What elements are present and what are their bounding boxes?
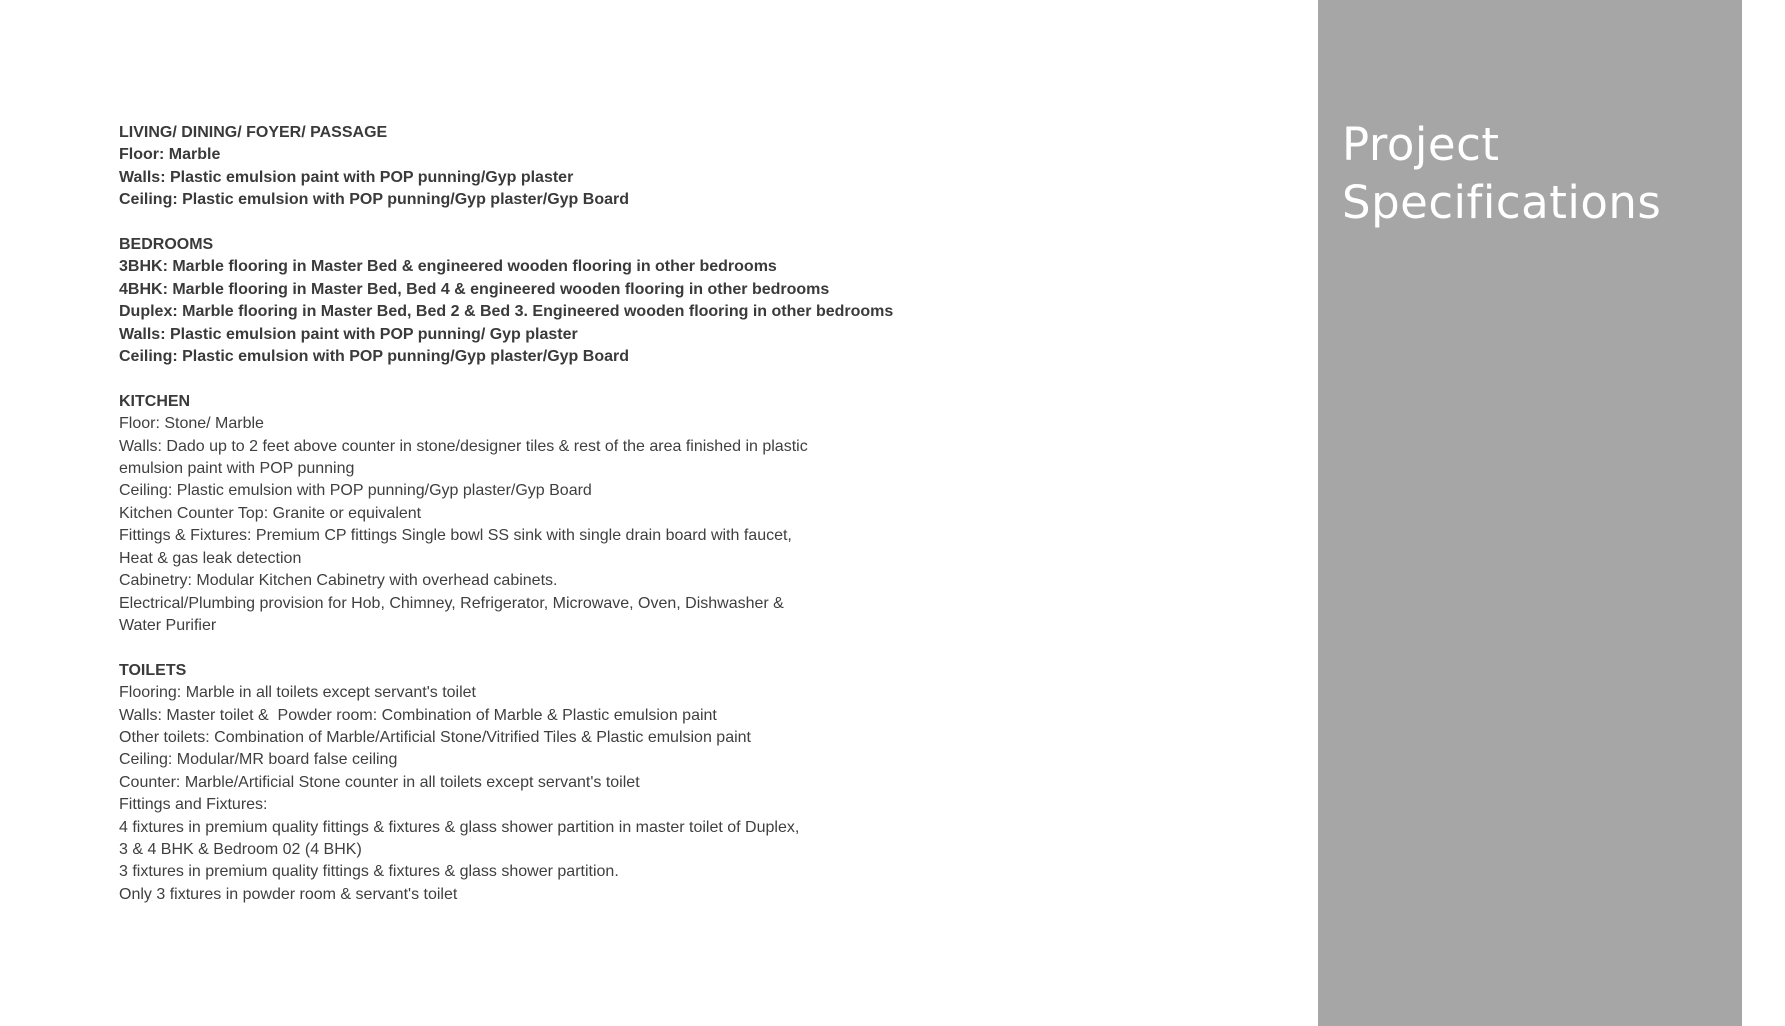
bedrooms-line: Duplex: Marble flooring in Master Bed, Bed 2 & Bed 3. Engineered wooden flooring in other bedrooms <box>119 303 894 321</box>
toilets-line: 3 fixtures in premium quality fittings & fixtures & glass shower partition. <box>119 863 619 881</box>
kitchen-line: Floor: Stone/ Marble <box>119 415 264 433</box>
toilets-line: Other toilets: Combination of Marble/Artificial Stone/Vitrified Tiles & Plastic emulsion paint <box>119 728 751 746</box>
kitchen-line: Electrical/Plumbing provision for Hob, Chimney, Refrigerator, Microwave, Oven, Dishwasher & <box>119 594 784 612</box>
kitchen-line: Heat & gas leak detection <box>119 549 302 567</box>
toilets-line: Only 3 fixtures in powder room & servant's toilet <box>119 885 458 903</box>
kitchen-line: emulsion paint with POP punning <box>119 460 355 478</box>
kitchen-line: Walls: Dado up to 2 feet above counter in stone/designer tiles & rest of the area finished in plastic <box>119 437 808 455</box>
toilets-line: 4 fixtures in premium quality fittings & fixtures & glass shower partition in master toilet of Duplex, <box>119 818 800 836</box>
bedrooms-section <box>119 234 894 368</box>
toilets-heading: TOILETS <box>119 661 187 679</box>
bedrooms-line: 4BHK: Marble flooring in Master Bed, Bed 4 & engineered wooden flooring in other bedrooms <box>119 280 830 298</box>
living-line: Floor: Marble <box>119 146 221 164</box>
living-section <box>119 122 879 212</box>
kitchen-line: Ceiling: Plastic emulsion with POP punning/Gyp plaster/Gyp Board <box>119 482 592 500</box>
bedrooms-line: Walls: Plastic emulsion paint with POP punning/ Gyp plaster <box>119 325 578 343</box>
toilets-line: Fittings and Fixtures: <box>119 796 268 814</box>
toilets-line: Counter: Marble/Artificial Stone counter in all toilets except servant's toilet <box>119 773 640 791</box>
toilets-line: Flooring: Marble in all toilets except servant's toilet <box>119 684 476 702</box>
kitchen-section <box>119 391 879 637</box>
specifications-content <box>119 122 894 929</box>
kitchen-line: Cabinetry: Modular Kitchen Cabinetry with overhead cabinets. <box>119 572 558 590</box>
kitchen-heading: KITCHEN <box>119 392 191 410</box>
page-title <box>1342 116 1732 232</box>
toilets-line: Ceiling: Modular/MR board false ceiling <box>119 751 398 769</box>
page-title-line: Project <box>1342 118 1500 171</box>
bedrooms-heading: BEDROOMS <box>119 236 214 254</box>
kitchen-line: Fittings & Fixtures: Premium CP fittings Single bowl SS sink with single drain board with faucet, <box>119 527 792 545</box>
title-side-panel <box>1318 0 1742 1026</box>
page-title-line: Specifications <box>1342 176 1662 229</box>
kitchen-line: Kitchen Counter Top: Granite or equivalent <box>119 504 422 522</box>
bedrooms-line: 3BHK: Marble flooring in Master Bed & engineered wooden flooring in other bedrooms <box>119 258 777 276</box>
toilets-line: 3 & 4 BHK & Bedroom 02 (4 BHK) <box>119 840 362 858</box>
toilets-line: Walls: Master toilet & Powder room: Combination of Marble & Plastic emulsion paint <box>119 706 717 724</box>
living-line: Walls: Plastic emulsion paint with POP punning/Gyp plaster <box>119 168 574 186</box>
living-heading: LIVING/ DINING/ FOYER/ PASSAGE <box>119 124 388 141</box>
toilets-section <box>119 660 879 906</box>
kitchen-line: Water Purifier <box>119 616 217 634</box>
bedrooms-line: Ceiling: Plastic emulsion with POP punning/Gyp plaster/Gyp Board <box>119 348 629 366</box>
living-line: Ceiling: Plastic emulsion with POP punning/Gyp plaster/Gyp Board <box>119 191 629 209</box>
